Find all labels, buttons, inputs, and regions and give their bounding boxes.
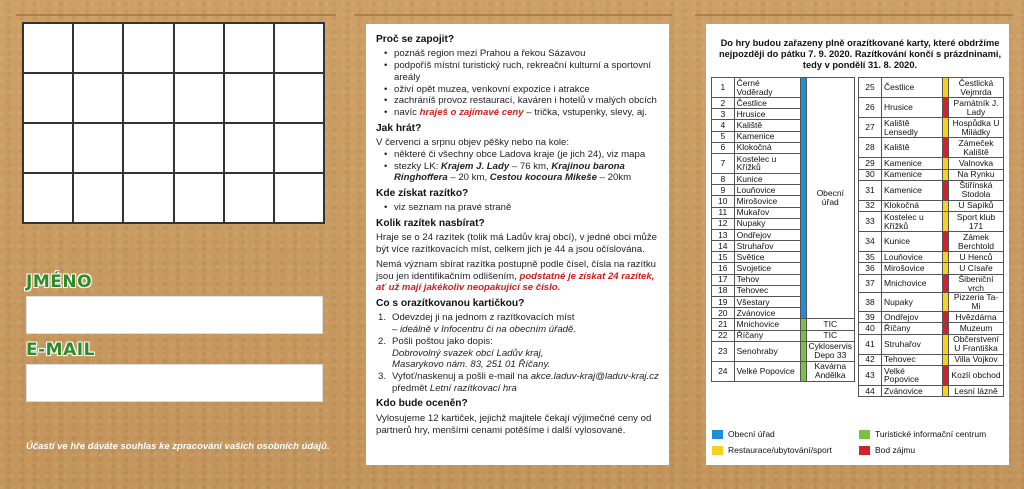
why-list bbox=[376, 48, 659, 118]
category-desc: Zámek Berchtold bbox=[949, 232, 1004, 252]
table-row bbox=[859, 200, 1004, 211]
stamp-cell[interactable] bbox=[274, 173, 324, 223]
table-row bbox=[859, 252, 1004, 263]
place-name: Světice bbox=[734, 252, 800, 263]
category-desc: Cykloservis Depo 33 bbox=[806, 341, 854, 361]
category-desc: U Henců bbox=[949, 252, 1004, 263]
table-row bbox=[859, 365, 1004, 385]
table-row bbox=[859, 180, 1004, 200]
place-name: Louňovice bbox=[734, 185, 800, 196]
table-row bbox=[712, 78, 855, 98]
stamp-number: 25 bbox=[859, 78, 882, 98]
text-run: – 20 km, bbox=[447, 172, 490, 184]
place-name: Kamenice bbox=[882, 180, 943, 200]
stamp-grid[interactable] bbox=[22, 22, 325, 224]
stamp-number: 27 bbox=[859, 118, 882, 138]
stamp-number: 34 bbox=[859, 232, 882, 252]
place-name: Struhařov bbox=[734, 241, 800, 252]
stamp-cell[interactable] bbox=[174, 23, 224, 73]
category-desc: Na Rynku bbox=[949, 169, 1004, 180]
consent-text: Účastí ve hře dáváte souhlas ke zpracování vašich osobních údajů. bbox=[26, 441, 330, 452]
place-name: Klokočná bbox=[882, 200, 943, 211]
stamp-number: 16 bbox=[712, 263, 735, 274]
stamp-cell[interactable] bbox=[123, 173, 173, 223]
stamp-cell[interactable] bbox=[23, 23, 73, 73]
category-desc: Štiřínská Stodola bbox=[949, 180, 1004, 200]
place-name: Černé Voděrady bbox=[734, 78, 800, 98]
stamp-number: 44 bbox=[859, 386, 882, 397]
stamp-number: 42 bbox=[859, 354, 882, 365]
locations-table-right bbox=[858, 77, 1004, 397]
stamp-number: 22 bbox=[712, 330, 735, 341]
category-desc: Kozlí obchod bbox=[949, 365, 1004, 385]
stamp-cell[interactable] bbox=[23, 73, 73, 123]
stamp-number: 8 bbox=[712, 173, 735, 184]
email-label: E-MAIL bbox=[26, 340, 95, 360]
list-item bbox=[376, 371, 659, 394]
place-name: Kamenice bbox=[734, 131, 800, 142]
place-name: Klokočná bbox=[734, 142, 800, 153]
table-row bbox=[859, 169, 1004, 180]
table-row bbox=[859, 274, 1004, 293]
place-name: Zvánovice bbox=[882, 386, 943, 397]
stamp-cell[interactable] bbox=[73, 173, 123, 223]
legend-label: Bod zájmu bbox=[875, 445, 916, 455]
list-item bbox=[376, 312, 659, 335]
winner-paragraph: Vylosujeme 12 kartiček, jejichž majitele čekají výjimečné ceny od partnerů hry, menšími cenami potěšíme i další vylosované. bbox=[376, 412, 652, 436]
place-name: Louňovice bbox=[882, 252, 943, 263]
category-desc: TIC bbox=[806, 319, 854, 330]
stamp-number: 21 bbox=[712, 319, 735, 330]
section-title-how: Jak hrát? bbox=[376, 122, 422, 134]
text-run: stezky LK: bbox=[394, 160, 441, 172]
category-desc: U Sapíků bbox=[949, 200, 1004, 211]
place-name: Mukařov bbox=[734, 207, 800, 218]
table-row bbox=[859, 354, 1004, 365]
stamp-number: 18 bbox=[712, 285, 735, 296]
trail-name: Krajinou barona Ringhoffera bbox=[394, 160, 625, 184]
stamp-cell[interactable] bbox=[23, 123, 73, 173]
category-desc: Lesní lázně bbox=[949, 386, 1004, 397]
trail-name: Cestou kocoura Mikeše bbox=[489, 172, 597, 184]
list-item: • viz seznam na pravé straně bbox=[386, 202, 659, 214]
fold-line-right bbox=[695, 14, 1013, 16]
place-name: Kostelec u Křížků bbox=[734, 153, 800, 173]
category-desc: Památník J. Lady bbox=[949, 98, 1004, 118]
list-item: • poznáš region mezi Prahou a řekou Sázavou bbox=[386, 48, 659, 60]
legend-label: Restaurace/ubytování/sport bbox=[728, 445, 832, 455]
email-link[interactable]: akce.laduv-kraj@laduv-kraj.cz bbox=[530, 370, 659, 382]
stamp-number: 7 bbox=[712, 153, 735, 173]
place-name: Hrusice bbox=[734, 109, 800, 120]
stamp-number: 31 bbox=[859, 180, 882, 200]
section-title-winner: Kdo bude oceněn? bbox=[376, 398, 468, 410]
section-title-card: Co s orazítkovanou kartičkou? bbox=[376, 298, 525, 309]
place-name: Všestary bbox=[734, 297, 800, 308]
place-name: Nupaky bbox=[882, 293, 943, 312]
stamp-cell[interactable] bbox=[274, 123, 324, 173]
address-line: Dobrovolný svazek obcí Ladův kraj, bbox=[392, 347, 544, 359]
place-name: Mnichovice bbox=[734, 319, 800, 330]
list-item: • zachráníš provoz restaurací, kaváren i hotelů v malých obcích bbox=[386, 95, 659, 107]
place-name: Mirošovice bbox=[882, 263, 943, 274]
table-row bbox=[859, 334, 1004, 354]
stamp-cell[interactable] bbox=[224, 23, 274, 73]
stamp-number: 35 bbox=[859, 252, 882, 263]
place-name: Tehovec bbox=[882, 354, 943, 365]
table-row bbox=[712, 361, 855, 381]
list-item bbox=[386, 107, 659, 119]
category-desc: Čestlická Vejmrda bbox=[949, 78, 1004, 98]
legend-swatch bbox=[859, 446, 870, 455]
stamp-locations-panel bbox=[706, 24, 1009, 465]
stamp-cell[interactable] bbox=[224, 173, 274, 223]
table-row bbox=[859, 212, 1004, 232]
category-desc: Muzeum bbox=[949, 323, 1004, 334]
place-name: Čestlice bbox=[734, 98, 800, 109]
text-run: – trička, vstupenky, slevy, aj. bbox=[523, 106, 647, 118]
stamp-number: 4 bbox=[712, 120, 735, 131]
stamp-cell[interactable] bbox=[174, 123, 224, 173]
category-desc: Zámeček Kaliště bbox=[949, 138, 1004, 158]
legend-label: Obecní úřad bbox=[728, 429, 775, 439]
stamp-number: 2 bbox=[712, 98, 735, 109]
stamp-cell[interactable] bbox=[174, 73, 224, 123]
email-field[interactable] bbox=[26, 364, 323, 402]
name-field[interactable] bbox=[26, 296, 323, 334]
list-item: • některé či všechny obce Ladova kraje (je jich 24), viz mapa bbox=[386, 149, 659, 161]
stamp-number: 24 bbox=[712, 361, 735, 381]
count-paragraph-2 bbox=[376, 259, 659, 294]
legend-swatch bbox=[712, 446, 723, 455]
place-name: Mirošovice bbox=[734, 196, 800, 207]
table-row bbox=[859, 312, 1004, 323]
place-name: Zvánovice bbox=[734, 308, 800, 319]
stamp-number: 39 bbox=[859, 312, 882, 323]
place-name: Tehovec bbox=[734, 285, 800, 296]
stamp-number: 20 bbox=[712, 308, 735, 319]
category-desc: TIC bbox=[806, 330, 854, 341]
fold-line-left bbox=[16, 14, 336, 16]
stamp-number: 26 bbox=[859, 98, 882, 118]
stamp-number: 43 bbox=[859, 365, 882, 385]
table-row bbox=[859, 386, 1004, 397]
name-label: JMÉNO bbox=[26, 272, 93, 292]
stamp-number: 33 bbox=[859, 212, 882, 232]
place-name: Struhařov bbox=[882, 334, 943, 354]
category-desc: Kavárna Andělka bbox=[806, 361, 854, 381]
stamp-cell[interactable] bbox=[123, 23, 173, 73]
text-run: Vyfoť/naskenuj a pošli e-mail na bbox=[392, 370, 531, 382]
table-row bbox=[859, 78, 1004, 98]
table-row bbox=[712, 330, 855, 341]
stamp-number: 1 bbox=[712, 78, 735, 98]
text-run: navíc bbox=[394, 106, 420, 118]
highlight-prizes: hraješ o zajímavé ceny bbox=[419, 106, 524, 118]
legend-swatch bbox=[712, 430, 723, 439]
legend-item bbox=[712, 445, 832, 455]
stamp-number: 30 bbox=[859, 169, 882, 180]
place-name: Tehov bbox=[734, 274, 800, 285]
list-item bbox=[386, 161, 659, 184]
place-name: Kostelec u Křížků bbox=[882, 212, 943, 232]
place-name: Velké Popovice bbox=[734, 361, 800, 381]
place-name: Svojetice bbox=[734, 263, 800, 274]
section-title-count: Kolik razítek nasbírat? bbox=[376, 218, 485, 230]
stamp-cell[interactable] bbox=[123, 123, 173, 173]
fold-line-middle bbox=[354, 14, 672, 16]
where-list bbox=[376, 202, 659, 214]
table-row bbox=[859, 98, 1004, 118]
category-desc: Šibeniční vrch bbox=[949, 274, 1004, 293]
legend-label: Turistické informační centrum bbox=[875, 429, 987, 439]
category-desc: U Císaře bbox=[949, 263, 1004, 274]
stamp-number: 23 bbox=[712, 341, 735, 361]
legend-item bbox=[859, 445, 915, 455]
text-run: předmět bbox=[392, 382, 430, 394]
deadline-intro: Do hry budou zařazeny plně orazítkované karty, které obdržíme nejpozději do pátku 7. 9. 2020. Razítkování končí s prázdninami, tedy v pondělí 31. 8. 2020. bbox=[718, 38, 1002, 71]
table-row bbox=[859, 118, 1004, 138]
stamp-cell[interactable] bbox=[274, 73, 324, 123]
table-row bbox=[712, 341, 855, 361]
count-paragraph: Hraje se o 24 razítek (tolik má Ladův kraj obcí), v jedné obci může být více razítkovacích míst, celkem jich je 44 a jsou očíslována. bbox=[376, 232, 658, 256]
stamp-number: 12 bbox=[712, 218, 735, 229]
table-row bbox=[859, 232, 1004, 252]
stamp-number: 37 bbox=[859, 274, 882, 293]
stamp-cell[interactable] bbox=[23, 173, 73, 223]
text-run: Letní razítkovací hra bbox=[429, 382, 517, 394]
place-name: Kamenice bbox=[882, 169, 943, 180]
category-desc: Hospůdka U Miládky bbox=[949, 118, 1004, 138]
locations-table-left bbox=[711, 77, 855, 382]
place-name: Senohraby bbox=[734, 341, 800, 361]
text-run: – 20km bbox=[596, 172, 632, 184]
stamp-number: 3 bbox=[712, 109, 735, 120]
stamp-number: 5 bbox=[712, 131, 735, 142]
text-run: Nemá význam sbírat razítka postupně podle čísel, čísla na razítku jsou jen identifikačním odlišením, bbox=[376, 258, 656, 282]
place-name: Říčany bbox=[734, 330, 800, 341]
stamp-number: 36 bbox=[859, 263, 882, 274]
place-name: Hrusice bbox=[882, 98, 943, 118]
highlight-24: podstatné je získat 24 razítek, ať už mají jakékoliv neopakující se číslo. bbox=[376, 270, 655, 294]
list-item: • podpoříš místní turistický ruch, rekreační kulturní a sportovní areály bbox=[386, 60, 659, 83]
table-row bbox=[712, 319, 855, 330]
stamp-cell[interactable] bbox=[73, 73, 123, 123]
place-name: Ondřejov bbox=[734, 229, 800, 240]
stamp-number: 29 bbox=[859, 158, 882, 169]
place-name: Kaliště bbox=[734, 120, 800, 131]
stamp-number: 41 bbox=[859, 334, 882, 354]
text-run: Pošli poštou jako dopis: bbox=[392, 335, 493, 347]
category-desc: Villa Vojkov bbox=[949, 354, 1004, 365]
step-number: 2. bbox=[378, 335, 387, 347]
text-run: – 76 km, bbox=[509, 160, 552, 172]
stamp-number: 32 bbox=[859, 200, 882, 211]
place-name: Nupaky bbox=[734, 218, 800, 229]
table-row bbox=[859, 293, 1004, 312]
rules-panel bbox=[366, 24, 669, 465]
stamp-cell[interactable] bbox=[224, 123, 274, 173]
stamp-cell[interactable] bbox=[73, 123, 123, 173]
stamp-number: 14 bbox=[712, 241, 735, 252]
category-desc: Valnovka bbox=[949, 158, 1004, 169]
stamp-cell[interactable] bbox=[73, 23, 123, 73]
how-list bbox=[376, 149, 659, 184]
place-name: Říčany bbox=[882, 323, 943, 334]
text-run: Odevzdej ji na jednom z razítkovacích míst bbox=[392, 312, 575, 324]
place-name: Kaliště bbox=[882, 138, 943, 158]
list-item bbox=[376, 336, 659, 371]
section-title-why: Proč se zapojit? bbox=[376, 34, 455, 45]
table-row bbox=[859, 138, 1004, 158]
card-steps bbox=[376, 312, 659, 394]
stamp-number: 6 bbox=[712, 142, 735, 153]
place-name: Mnichovice bbox=[882, 274, 943, 293]
text-run: – ideálně v Infocentru či na obecním úřadě. bbox=[392, 324, 576, 336]
place-name: Kaliště Lensedly bbox=[882, 118, 943, 138]
category-desc: Občerstvení U Františka bbox=[949, 334, 1004, 354]
place-name: Čestlice bbox=[882, 78, 943, 98]
how-intro: V červenci a srpnu objev pěšky nebo na kole: bbox=[376, 137, 570, 149]
place-name: Velké Popovice bbox=[882, 365, 943, 385]
step-number: 1. bbox=[378, 312, 387, 324]
category-desc: Pizzeria Ta-Mi bbox=[949, 293, 1004, 312]
place-name: Ondřejov bbox=[882, 312, 943, 323]
step-number: 3. bbox=[378, 370, 387, 382]
stamp-number: 10 bbox=[712, 196, 735, 207]
trail-name: Krajem J. Lady bbox=[440, 160, 510, 172]
stamp-number: 38 bbox=[859, 293, 882, 312]
table-row bbox=[859, 158, 1004, 169]
address-line: Masarykovo nám. 83, 251 01 Říčany. bbox=[392, 359, 551, 371]
legend-swatch bbox=[859, 430, 870, 439]
stamp-cell[interactable] bbox=[123, 73, 173, 123]
category-desc: Hvězdárna bbox=[949, 312, 1004, 323]
stamp-number: 11 bbox=[712, 207, 735, 218]
stamp-cell[interactable] bbox=[174, 173, 224, 223]
category-desc: Sport klub 171 bbox=[949, 212, 1004, 232]
section-title-where: Kde získat razítko? bbox=[376, 187, 469, 199]
stamp-number: 9 bbox=[712, 185, 735, 196]
stamp-cell[interactable] bbox=[274, 23, 324, 73]
stamp-number: 19 bbox=[712, 297, 735, 308]
place-name: Kunice bbox=[734, 173, 800, 184]
category-desc: Obecní úřad bbox=[806, 78, 854, 319]
table-row bbox=[859, 323, 1004, 334]
list-item: • oživí opět muzea, venkovní expozice i atrakce bbox=[386, 84, 659, 96]
place-name: Kamenice bbox=[882, 158, 943, 169]
stamp-number: 40 bbox=[859, 323, 882, 334]
table-row bbox=[859, 263, 1004, 274]
place-name: Kunice bbox=[882, 232, 943, 252]
stamp-number: 28 bbox=[859, 138, 882, 158]
legend-item bbox=[712, 429, 775, 439]
stamp-number: 15 bbox=[712, 252, 735, 263]
stamp-number: 17 bbox=[712, 274, 735, 285]
legend-item bbox=[859, 429, 986, 439]
stamp-number: 13 bbox=[712, 229, 735, 240]
stamp-cell[interactable] bbox=[224, 73, 274, 123]
